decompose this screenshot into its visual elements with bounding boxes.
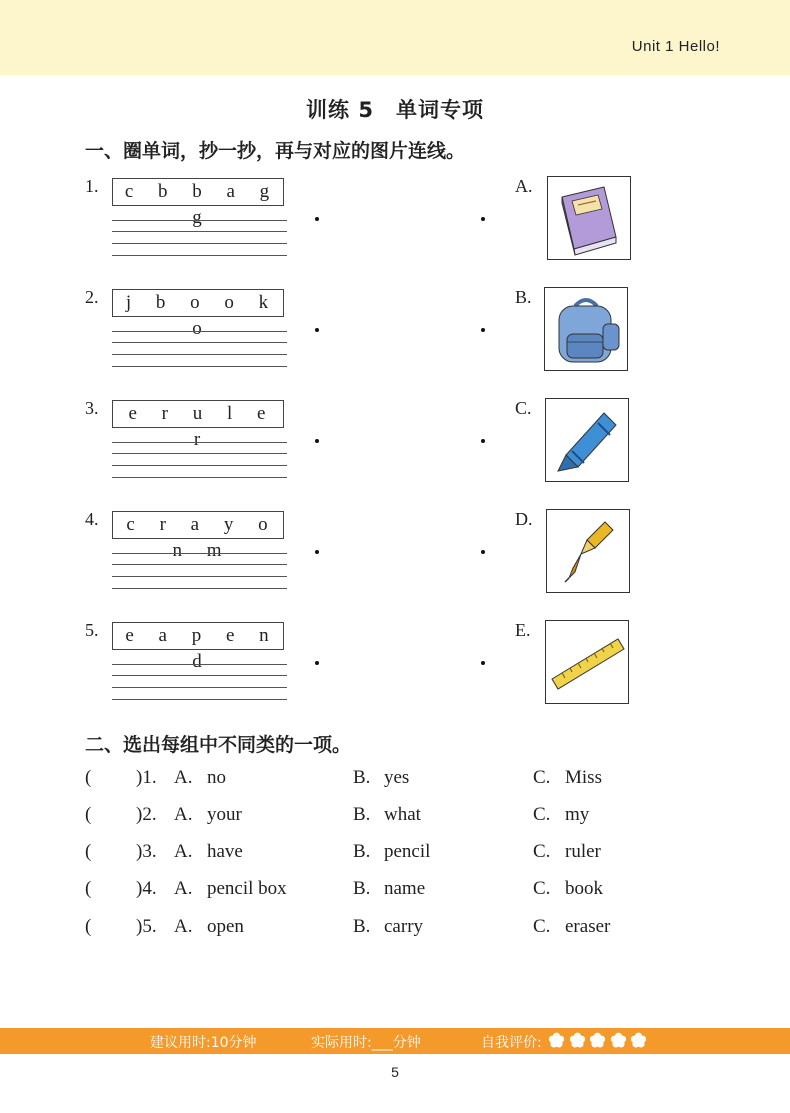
answer-paren[interactable]: ( (85, 767, 92, 788)
option-b: what (384, 804, 421, 825)
option-a: open (207, 916, 244, 937)
flower-icon[interactable] (589, 1032, 606, 1049)
writing-lines[interactable] (112, 442, 287, 486)
option-label: B. (515, 287, 532, 307)
picture-frame (545, 620, 629, 704)
letter-box[interactable]: c b b a g g (112, 178, 284, 206)
match-dot-left[interactable] (315, 439, 319, 443)
match-dot-right[interactable] (481, 328, 485, 332)
option-a-label: A. (174, 767, 193, 788)
option-a-label: A. (174, 804, 193, 825)
question-number: )4. (136, 878, 157, 899)
answer-paren[interactable]: ( (85, 841, 92, 862)
crayon-icon (546, 399, 628, 481)
option-a-label: A. (174, 878, 193, 899)
option-a: have (207, 841, 243, 862)
unit-label: Unit 1 Hello! (631, 38, 720, 55)
flower-icon[interactable] (548, 1032, 565, 1049)
footer-bar (0, 1028, 790, 1054)
option-b-label: B. (353, 804, 371, 825)
page-title: 训练 5 单词专项 (306, 98, 484, 122)
option-c-label: C. (533, 841, 551, 862)
page-number: 5 (391, 1064, 399, 1080)
option-label: E. (515, 620, 531, 640)
writing-lines[interactable] (112, 553, 287, 597)
option-b: name (384, 878, 426, 899)
writing-lines[interactable] (112, 664, 287, 708)
picture-frame (547, 176, 631, 260)
writing-lines[interactable] (112, 220, 287, 264)
option-c-label: C. (533, 878, 551, 899)
option-a: pencil box (207, 878, 287, 899)
question-row (0, 767, 790, 797)
question-number: )5. (136, 916, 157, 937)
option-c: my (565, 804, 590, 825)
option-a-label: A. (174, 841, 193, 862)
question-row (0, 878, 790, 908)
item-number: 3. (85, 398, 99, 418)
option-a-label: A. (174, 916, 193, 937)
exercise-row (0, 287, 790, 397)
flower-icon[interactable] (569, 1032, 586, 1049)
answer-paren[interactable]: ( (85, 878, 92, 899)
item-number: 2. (85, 287, 99, 307)
question-number: )3. (136, 841, 157, 862)
letter-box[interactable]: e a p e n d (112, 622, 284, 650)
option-b-label: B. (353, 841, 371, 862)
question-row (0, 916, 790, 946)
letter-box[interactable]: j b o o k o (112, 289, 284, 317)
option-b-label: B. (353, 767, 371, 788)
match-dot-right[interactable] (481, 217, 485, 221)
pen-icon (547, 510, 629, 592)
answer-paren[interactable]: ( (85, 916, 92, 937)
question-number: )2. (136, 804, 157, 825)
option-b-label: B. (353, 916, 371, 937)
question-row (0, 841, 790, 871)
answer-paren[interactable]: ( (85, 804, 92, 825)
option-b: carry (384, 916, 424, 937)
letter-box[interactable]: e r u l e r (112, 400, 284, 428)
item-number: 4. (85, 509, 99, 529)
match-dot-left[interactable] (315, 661, 319, 665)
writing-lines[interactable] (112, 331, 287, 375)
option-c: eraser (565, 916, 611, 937)
ruler-icon (546, 621, 628, 703)
book-icon (548, 177, 630, 259)
option-c-label: C. (533, 916, 551, 937)
question-number: )1. (136, 767, 157, 788)
exercise-row (0, 620, 790, 730)
section1-heading: 一、圈单词，抄一抄，再与对应的图片连线。 (85, 140, 466, 162)
item-number: 5. (85, 620, 99, 640)
match-dot-left[interactable] (315, 550, 319, 554)
suggested-time: 建议用时:10分钟 (150, 1035, 257, 1051)
header-bar (0, 0, 790, 75)
option-a: your (207, 804, 242, 825)
option-b: yes (384, 767, 410, 788)
question-row (0, 804, 790, 834)
match-dot-right[interactable] (481, 439, 485, 443)
option-label: D. (515, 509, 533, 529)
match-dot-right[interactable] (481, 550, 485, 554)
picture-frame (546, 509, 630, 593)
actual-time[interactable]: 实际用时:___分钟 (311, 1035, 421, 1051)
schoolbag-icon (545, 288, 627, 370)
option-c-label: C. (533, 767, 551, 788)
option-label: C. (515, 398, 532, 418)
flower-icon[interactable] (610, 1032, 627, 1049)
match-dot-left[interactable] (315, 328, 319, 332)
option-b-label: B. (353, 878, 371, 899)
exercise-row (0, 176, 790, 286)
item-number: 1. (85, 176, 99, 196)
option-c-label: C. (533, 804, 551, 825)
match-dot-right[interactable] (481, 661, 485, 665)
exercise-row (0, 509, 790, 619)
letter-box[interactable]: c r a y o n m (112, 511, 284, 539)
self-evaluation-label: 自我评价: (481, 1035, 542, 1051)
option-c: ruler (565, 841, 601, 862)
exercise-row (0, 398, 790, 508)
picture-frame (545, 398, 629, 482)
option-b: pencil (384, 841, 431, 862)
option-c: book (565, 878, 603, 899)
flower-icon[interactable] (630, 1032, 647, 1049)
section2-heading: 二、选出每组中不同类的一项。 (85, 734, 352, 756)
option-a: no (207, 767, 226, 788)
picture-frame (544, 287, 628, 371)
option-label: A. (515, 176, 533, 196)
option-c: Miss (565, 767, 602, 788)
match-dot-left[interactable] (315, 217, 319, 221)
